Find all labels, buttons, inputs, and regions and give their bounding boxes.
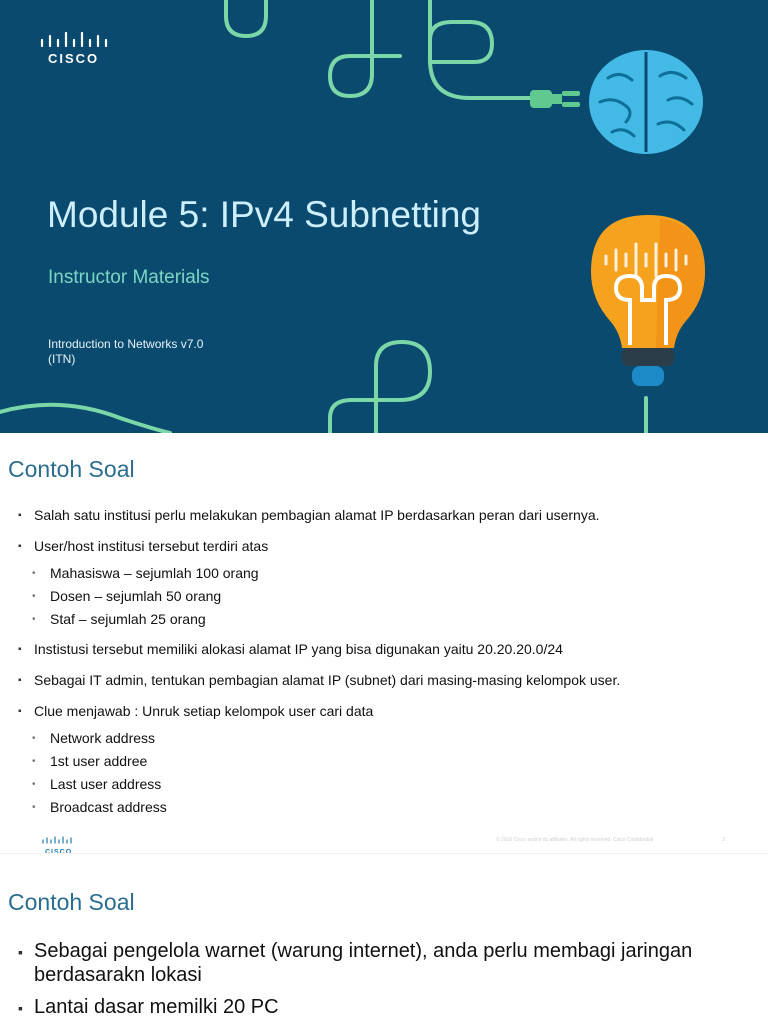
copyright-notice: © 2016 Cisco and/or its affiliates. All rights reserved. Cisco Confidential xyxy=(496,837,654,843)
bullet-item: ▪ Instistusi tersebut memiliki alokasi alamat IP yang bisa digunakan yaitu 20.20.20.0/24 xyxy=(0,641,768,658)
cisco-wordmark: CISCO xyxy=(48,51,100,66)
course-name: Introduction to Networks v7.0 xyxy=(48,337,204,351)
bullet-item: ▪ Sebagai IT admin, tentukan pembagian alamat IP (subnet) dari masing-masing kelompok user. xyxy=(0,672,768,689)
sub-bullet-item: • Staf – sejumlah 25 orang xyxy=(0,611,768,628)
cisco-logo xyxy=(40,32,110,66)
sub-bullet-item: • Network address xyxy=(0,730,768,747)
sub-bullet-item: • Mahasiswa – sejumlah 100 orang xyxy=(0,565,768,582)
bullet-item: ▪ Sebagai pengelola warnet (warung internet), anda perlu membagi jaringan berdasarakn lokasi xyxy=(0,939,768,987)
sub-bullet-item: • Broadcast address xyxy=(0,799,768,816)
sub-bullet-item: • Dosen – sejumlah 50 orang xyxy=(0,588,768,605)
title-slide xyxy=(0,0,768,433)
plug-icon xyxy=(530,90,580,108)
sub-bullet-item: • 1st user addree xyxy=(0,753,768,770)
course-abbreviation: (ITN) xyxy=(48,352,76,366)
brain-icon xyxy=(589,50,703,154)
lightbulb-icon xyxy=(591,215,705,386)
slide-heading: Contoh Soal xyxy=(8,456,135,482)
slide-heading: Contoh Soal xyxy=(8,889,135,915)
presentation-title: Module 5: IPv4 Subnetting xyxy=(47,194,482,235)
course-info xyxy=(48,337,203,367)
bullet-item: ▪ Clue menjawab : Unruk setiap kelompok user cari data xyxy=(0,703,768,720)
sub-bullet-item: • Last user address xyxy=(0,776,768,793)
bullet-item: ▪ User/host institusi tersebut terdiri atas xyxy=(0,538,768,555)
content-slide-contoh-soal-2 xyxy=(0,853,768,1025)
bullet-item: ▪ Lantai dasar memilki 20 PC xyxy=(0,995,768,1019)
bullet-item: ▪ Salah satu institusi perlu melakukan pembagian alamat IP berdasarkan peran dari usernya. xyxy=(0,507,768,524)
bullet-list xyxy=(0,507,768,822)
page-number: 3 xyxy=(722,837,725,843)
content-slide-contoh-soal-1 xyxy=(0,433,768,853)
presentation-subtitle: Instructor Materials xyxy=(48,267,210,288)
bullet-list xyxy=(0,939,768,1027)
cisco-logo-bars-icon xyxy=(42,836,72,844)
cisco-logo-bars-icon xyxy=(40,32,110,50)
